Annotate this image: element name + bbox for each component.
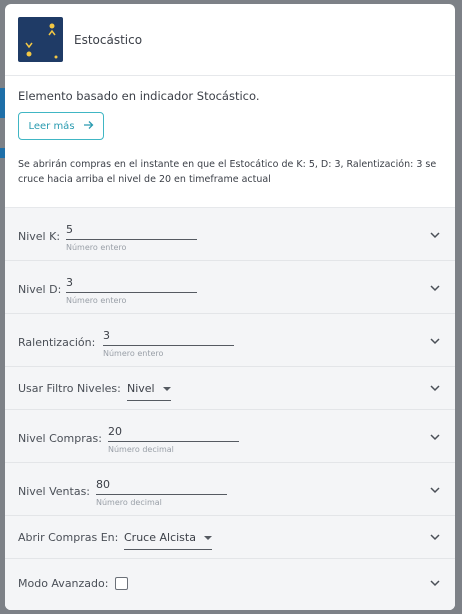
element-config-panel [5,4,455,610]
panel-header [5,4,455,76]
chevron-down-icon[interactable] [429,229,441,241]
chevron-down-icon[interactable] [429,484,441,496]
info-section [5,76,455,208]
nivel-k-hint: Número entero [66,243,127,252]
row-ralentizacion [5,314,455,367]
row-usar-filtro-niveles [5,367,455,410]
panel-title: Estocástico [74,33,143,47]
nivel-k-value: 5 [66,223,73,236]
row-nivel-d [5,261,455,314]
filtro-value: Nivel [127,382,155,395]
abrir-compras-select[interactable] [124,531,212,550]
strategy-explanation: Se abrirán compras en el instante en que el Estocático de K: 5, D: 3, Ralentización: 3 se cruce hacia arriba el nivel de 20 en timeframe actual [18,159,437,185]
row-nivel-compras [5,410,455,463]
nivel-compras-input[interactable] [108,425,239,454]
chevron-down-icon[interactable] [429,335,441,347]
ralentizacion-hint: Número entero [103,349,164,358]
nivel-d-hint: Número entero [66,296,127,305]
modo-avanzado-label: Modo Avanzado: [18,577,109,590]
stochastic-logo-icon [18,17,63,62]
ralentizacion-label: Ralentización: [18,336,96,349]
nivel-k-input[interactable] [66,223,197,252]
row-nivel-k [5,208,455,261]
nivel-ventas-label: Nivel Ventas: [18,485,91,498]
nivel-k-label: Nivel K: [18,230,61,243]
filtro-label: Usar Filtro Niveles: [18,382,121,395]
nivel-d-label: Nivel D: [18,283,62,296]
filtro-select[interactable] [127,382,171,401]
chevron-down-icon[interactable] [429,431,441,443]
nivel-ventas-input[interactable] [96,478,227,507]
nivel-compras-hint: Número decimal [108,445,174,454]
nivel-ventas-hint: Número decimal [96,498,162,507]
chevron-down-icon[interactable] [429,577,441,589]
nivel-compras-value: 20 [108,425,122,438]
row-abrir-compras-en [5,516,455,559]
read-more-label: Leer más [28,120,75,132]
abrir-compras-value: Cruce Alcista [124,531,196,544]
nivel-d-input[interactable] [66,276,197,305]
nivel-ventas-value: 80 [96,478,110,491]
chevron-down-icon[interactable] [429,282,441,294]
chevron-down-icon[interactable] [429,531,441,543]
modo-avanzado-checkbox[interactable] [115,577,128,590]
dropdown-caret-icon [163,387,171,391]
ralentizacion-input[interactable] [103,329,234,358]
dropdown-caret-icon [204,536,212,540]
abrir-compras-label: Abrir Compras En: [18,531,119,544]
row-nivel-ventas [5,463,455,516]
chevron-down-icon[interactable] [429,382,441,394]
row-modo-avanzado [5,559,455,610]
nivel-compras-label: Nivel Compras: [18,432,102,445]
element-description: Elemento basado en indicador Stocástico. [18,89,260,103]
parameter-list [5,208,455,610]
read-more-button[interactable] [18,112,104,140]
nivel-d-value: 3 [66,276,73,289]
ralentizacion-value: 3 [103,329,110,342]
arrow-right-icon [83,120,94,132]
